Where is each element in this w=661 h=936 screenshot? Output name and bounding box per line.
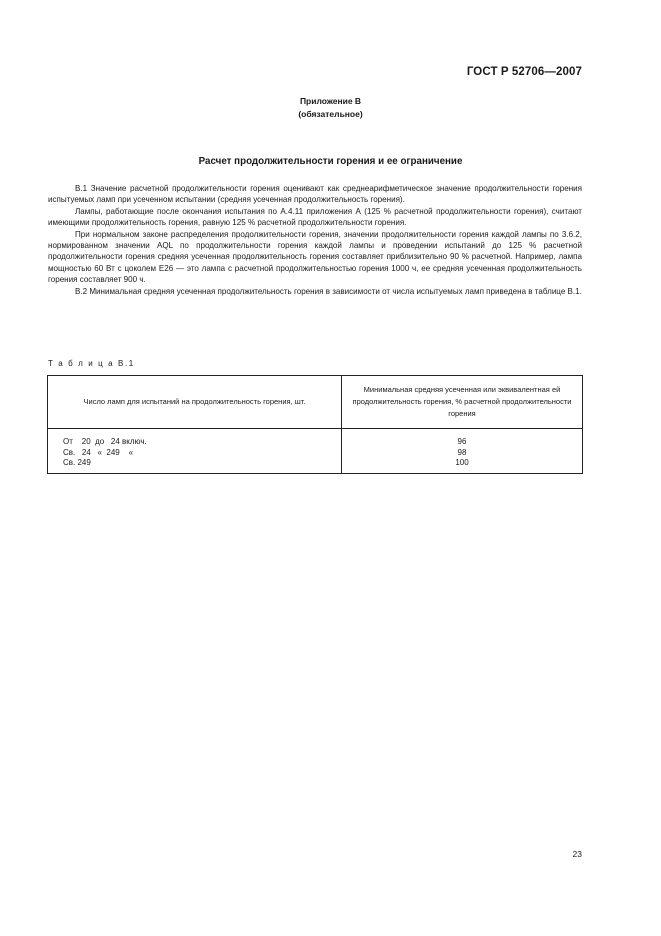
row-value: 96 bbox=[457, 437, 467, 446]
duration-cell bbox=[342, 429, 583, 474]
data-table bbox=[47, 375, 583, 474]
row-condition: От 20 до 24 включ. bbox=[63, 437, 147, 446]
row-condition: Св. 249 bbox=[63, 458, 91, 468]
paragraph: В.2 Минимальная средняя усеченная продолжительность горения в зависимости от числа испытуемых ламп приведена в таблице В.1. bbox=[75, 286, 582, 296]
table-header-row bbox=[48, 376, 583, 429]
body-text bbox=[48, 183, 582, 297]
lamp-count-cell bbox=[48, 429, 342, 474]
appendix-status: (обязательное) bbox=[298, 109, 363, 119]
table-caption: Т а б л и ц а В.1 bbox=[48, 359, 135, 368]
appendix-heading bbox=[0, 95, 661, 121]
row-value: 98 bbox=[457, 447, 467, 457]
paragraph: Лампы, работающие после окончания испытания по А.4.11 приложения А (125 % расчетной продолжительности горения), считают имеющими продолжительность горения, равную 125 % расчетной продолжительности горения. bbox=[48, 206, 582, 228]
column-header-lamp-count: Число ламп для испытаний на продолжительность горения, шт. bbox=[48, 376, 342, 429]
paragraph: При нормальном законе распределения продолжительности горения, значении продолжительности горения каждой лампы по 3.6.2, нормированном значении AQL по продолжительности горения каждой лампы и проведении испытаний до 125 % расчетной продолжительности горения средняя усеченная продолжительность горения составляет приблизительно 90 % расчетной. Например, лампа мощностью 60 Вт с цоколем Е26 — это лампа с расчетной продолжительностью горения 1000 ч, ее средняя усеченная продолжительность горения составляет 900 ч. bbox=[48, 229, 582, 285]
paragraph: В.1 Значение расчетной продолжительности горения оценивают как среднеарифметическое значение продолжительности горения испытуемых ламп при усеченном испытании (средняя усеченная продолжительность горения). bbox=[48, 184, 582, 205]
appendix-title: Приложение В bbox=[299, 96, 362, 106]
row-condition: Св. 24 « 249 « bbox=[63, 447, 134, 457]
standard-number: ГОСТ Р 52706—2007 bbox=[466, 66, 582, 78]
page-number: 23 bbox=[572, 849, 582, 859]
section-title: Расчет продолжительности горения и ее ограничение bbox=[198, 156, 463, 167]
column-header-min-duration: Минимальная средняя усеченная или эквивалентная ей продолжительность горения, % расчетной продолжительности горения bbox=[342, 376, 583, 429]
row-value: 100 bbox=[455, 458, 469, 468]
table-row bbox=[48, 429, 583, 474]
